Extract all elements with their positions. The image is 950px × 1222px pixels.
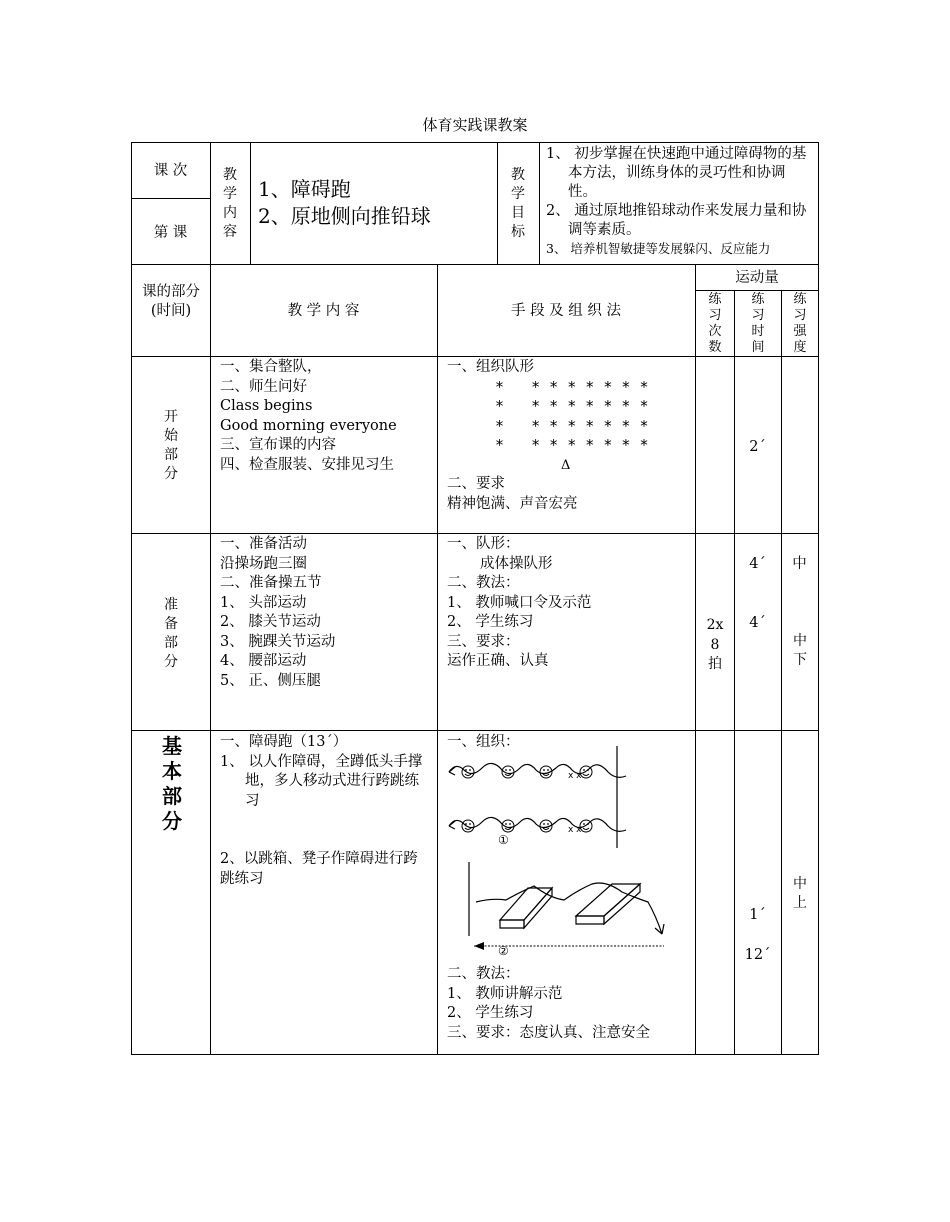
col-line-5 [781,290,782,1055]
start-content-line: 一、集合整队， [220,359,322,375]
goal-1: 1、 初步掌握在快速跑中通过障碍物的基本方法，训练身体的灵巧性和协调性。 [546,146,807,200]
prep-content [220,535,434,691]
main-intensity: 中上 [793,876,807,911]
prep-method-line: 2、 学生练习 [447,614,534,630]
prep-method-line: 成体操队形 [480,555,553,572]
main-content-item-2: 2、以跳箱、凳子作障碍进行跨跳练习 [220,851,418,887]
col-line-2 [437,264,438,1055]
prep-method-line: 三、要求： [447,633,520,650]
main-content [220,733,432,889]
prep-content-line: 沿操场跑三圈 [220,555,307,572]
goal-label: 教学目标 [511,167,525,240]
obstacle-diagram-people [440,742,690,854]
main-method-line: 二、教法： [447,966,520,982]
start-method [447,358,692,514]
prep-method [447,535,692,672]
start-time: 2´ [749,439,766,455]
teacher-mark: Δ [561,457,571,473]
col-header-intensity: 练习强度 [793,292,807,355]
start-content-line: Class begins [220,398,313,414]
col-header-time: 练习时间 [751,292,765,355]
section-start-name: 开始部分 [164,409,178,482]
content-item-2: 2、原地侧向推铅球 [258,204,431,228]
col-header-part: 课的部分(时间) [142,284,200,319]
table-border-bottom [131,1054,819,1055]
goal-2: 2、 通过原地推铅球动作来发展力量和协调等素质。 [546,203,807,238]
main-content-title: 一、障碍跑（13´） [220,734,348,750]
col-header-reps: 练习次数 [708,292,722,355]
main-method [447,965,692,1043]
main-method-line: 三、要求：态度认真、注意安全 [447,1024,650,1041]
start-method-title: 一、组织队形 [447,359,534,375]
svg-text:x x: x x [568,825,582,835]
main-time-1: 1´ [749,907,766,923]
main-content-item-1: 1、 以人作障碍，全蹲低头手撑地，多人移动式进行跨跳练习 [220,753,423,809]
section-prep-name: 准备部分 [164,597,178,670]
col-header-content: 教 学 内 容 [287,303,360,319]
main-method-line: 2、 学生练习 [447,1005,534,1021]
header-line-c [539,142,540,264]
formation-row: * * * * * * * * [495,436,649,454]
prep-content-line: 2、 膝关节运动 [220,614,321,630]
formation-row: * * * * * * * * [495,377,649,396]
header-line-a [250,142,251,264]
start-method-line: 精神饱满、声音宏亮 [447,495,578,512]
table-border-left [131,142,132,1055]
diagram-1-label: ① [498,833,509,847]
header-split-line [131,198,210,199]
content-label: 教学内容 [223,167,237,240]
prep-bottom-line [131,730,819,731]
prep-content-line: 5、 正、侧压腿 [220,672,321,689]
prep-method-line: 一、队形： [447,536,520,552]
col-header-load: 运动量 [735,270,779,286]
prep-method-line: 1、 教师喊口令及示范 [447,594,592,611]
main-method-line: 1、 教师讲解示范 [447,985,563,1002]
start-bottom-line [131,533,819,534]
main-method-title: 一、组织： [447,734,520,750]
start-content-line: 四、检查服装、安排见习生 [220,456,394,473]
prep-time-1: 4´ [749,556,766,572]
prep-intensity-2: 中下 [793,633,807,668]
prep-content-line: 一、准备活动 [220,536,307,552]
content-item-1: 1、障碍跑 [258,177,351,201]
start-content-line: Good morning everyone [220,417,397,434]
prep-content-line: 1、 头部运动 [220,594,307,611]
start-content [220,358,434,475]
col-line-1 [210,142,211,1055]
prep-reps: 2x8拍 [706,617,724,672]
svg-text:x x: x x [568,771,582,781]
formation-row: * * * * * * * * [495,416,649,435]
prep-time-2: 4´ [749,615,766,631]
goal-3: 3、 培养机智敏捷等发展躲闪、反应能力 [546,241,771,256]
start-content-line: 三、宣布课的内容 [220,437,336,453]
start-method-line: 二、要求 [447,476,505,492]
diagram-2-label: ② [498,944,509,958]
main-time-2: 12´ [744,947,771,963]
header-bottom-line [131,264,819,265]
header-line-b [497,142,498,264]
prep-method-line: 运作正确、认真 [447,653,549,669]
prep-content-line: 3、 腕踝关节运动 [220,633,336,650]
document-title: 体育实践课教案 [422,116,528,134]
col-line-4 [734,290,735,1055]
prep-method-line: 二、教法： [447,575,520,591]
col-line-3 [695,264,696,1055]
load-split-line [695,290,819,291]
table-border-top [131,142,819,143]
colhead-bottom-line [131,356,819,357]
section-main-name: 基本部分 [162,734,182,833]
obstacle-diagram-boxes [440,858,690,950]
lesson-label: 第 课 [153,225,188,241]
col-header-method: 手 段 及 组 织 法 [510,303,622,319]
start-content-line: 二、师生问好 [220,378,307,395]
content-items [258,176,493,230]
formation-row: * * * * * * * * [495,397,649,415]
goals-list [546,145,814,257]
lesson-number-label: 课 次 [153,163,188,179]
prep-intensity-1: 中 [792,556,807,572]
prep-content-line: 二、准备操五节 [220,575,322,591]
prep-content-line: 4、 腰部运动 [220,653,307,669]
